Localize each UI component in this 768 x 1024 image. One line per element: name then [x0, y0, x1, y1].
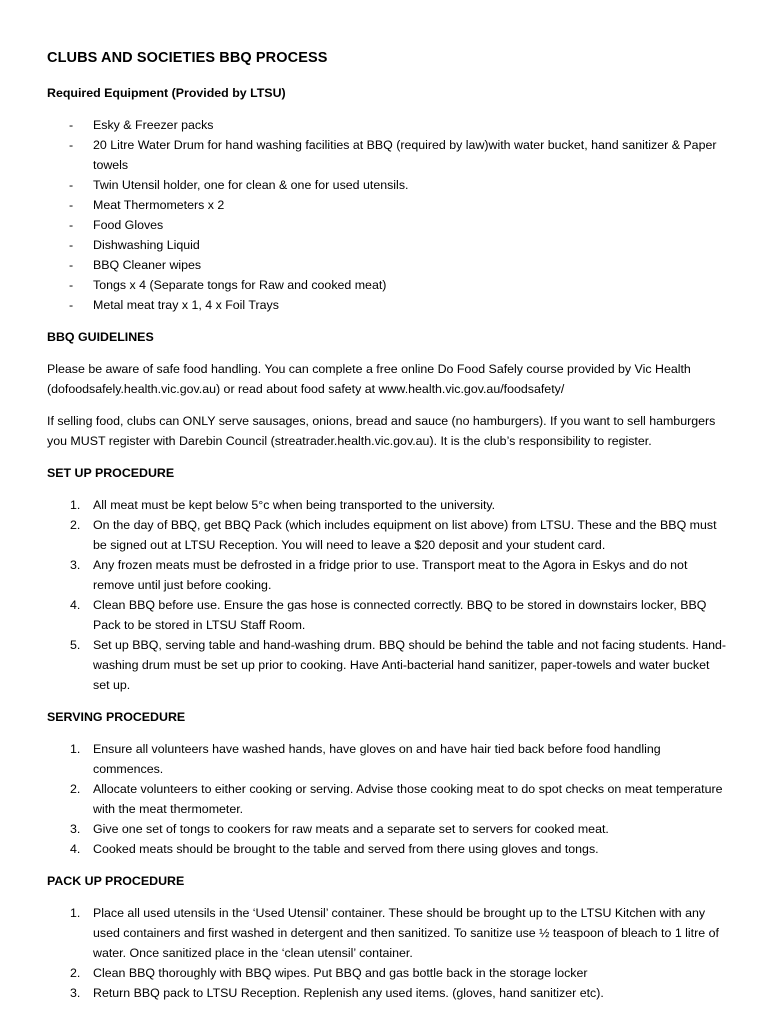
- step-number: 2.: [70, 782, 81, 796]
- dash-bullet: -: [69, 178, 74, 192]
- equipment-item-text: Meat Thermometers x 2: [93, 198, 225, 212]
- guidelines-paragraph: If selling food, clubs can ONLY serve sausages, onions, bread and sauce (no hamburgers). If you want to sell hamburgers you MUST register with Darebin Council (streatrader.health.vic.gov.au). It is the club’s responsibility to register.: [47, 414, 716, 448]
- packup-step: [47, 983, 727, 1003]
- step-text: Clean BBQ before use. Ensure the gas hose is connected correctly. BBQ to be stored in downstairs locker, BBQ Pack to be stored in LTSU Staff Room.: [93, 598, 707, 632]
- setup-list: [47, 495, 727, 695]
- equipment-item: [47, 115, 727, 135]
- equipment-heading: Required Equipment (Provided by LTSU): [47, 86, 286, 100]
- dash-bullet: -: [69, 198, 74, 212]
- equipment-item-text: Food Gloves: [93, 218, 164, 232]
- step-text: Return BBQ pack to LTSU Reception. Replenish any used items. (gloves, hand sanitizer etc).: [93, 986, 604, 1000]
- serving-step: [47, 819, 727, 839]
- setup-step: [47, 595, 727, 635]
- packup-step: [47, 903, 727, 963]
- equipment-list: [47, 115, 727, 315]
- equipment-item-text: BBQ Cleaner wipes: [93, 258, 202, 272]
- setup-heading: SET UP PROCEDURE: [47, 466, 175, 480]
- dash-bullet: -: [69, 118, 74, 132]
- setup-step: [47, 635, 727, 695]
- step-text: Allocate volunteers to either cooking or serving. Advise those cooking meat to do spot checks on meat temperature with the meat thermometer.: [93, 782, 723, 816]
- packup-step: [47, 963, 727, 983]
- equipment-item: [47, 215, 727, 235]
- dash-bullet: -: [69, 298, 74, 312]
- step-text: Cooked meats should be brought to the table and served from there using gloves and tongs.: [93, 842, 599, 856]
- dash-bullet: -: [69, 258, 74, 272]
- equipment-item: [47, 235, 727, 255]
- step-number: 3.: [70, 986, 81, 1000]
- packup-list: [47, 903, 727, 1003]
- step-number: 1.: [70, 742, 81, 756]
- step-number: 1.: [70, 906, 81, 920]
- packup-heading: PACK UP PROCEDURE: [47, 874, 185, 888]
- equipment-item: [47, 135, 727, 175]
- setup-step: [47, 515, 727, 555]
- step-number: 1.: [70, 498, 81, 512]
- guidelines-paragraph: Please be aware of safe food handling. You can complete a free online Do Food Safely course provided by Vic Health (dofoodsafely.health.vic.gov.au) or read about food safety at www.health.vic.gov.au/foodsafety/: [47, 362, 691, 396]
- step-text: On the day of BBQ, get BBQ Pack (which includes equipment on list above) from LTSU. These and the BBQ must be signed out at LTSU Reception. You will need to leave a $20 deposit and your student card.: [93, 518, 717, 552]
- step-number: 2.: [70, 518, 81, 532]
- dash-bullet: -: [69, 218, 74, 232]
- dash-bullet: -: [69, 238, 74, 252]
- serving-step: [47, 779, 727, 819]
- dash-bullet: -: [69, 138, 74, 152]
- step-text: All meat must be kept below 5°c when being transported to the university.: [93, 498, 496, 512]
- guidelines-heading: BBQ GUIDELINES: [47, 330, 154, 344]
- equipment-item-text: Esky & Freezer packs: [93, 118, 214, 132]
- step-text: Give one set of tongs to cookers for raw meats and a separate set to servers for cooked meat.: [93, 822, 609, 836]
- equipment-item: [47, 175, 727, 195]
- serving-list: [47, 739, 727, 859]
- setup-step: [47, 495, 727, 515]
- equipment-item: [47, 195, 727, 215]
- document-title: CLUBS AND SOCIETIES BBQ PROCESS: [47, 50, 328, 66]
- setup-step: [47, 555, 727, 595]
- step-number: 3.: [70, 558, 81, 572]
- equipment-item-text: Twin Utensil holder, one for clean & one for used utensils.: [93, 178, 409, 192]
- serving-step: [47, 739, 727, 779]
- equipment-item: [47, 255, 727, 275]
- step-text: Set up BBQ, serving table and hand-washing drum. BBQ should be behind the table and not facing students. Hand-washing drum must be set up prior to cooking. Have Anti-bacterial hand sanitizer, paper-towels and water bucket set up.: [93, 638, 727, 692]
- step-number: 5.: [70, 638, 81, 652]
- equipment-item-text: Dishwashing Liquid: [93, 238, 200, 252]
- dash-bullet: -: [69, 278, 74, 292]
- serving-step: [47, 839, 727, 859]
- serving-heading: SERVING PROCEDURE: [47, 710, 186, 724]
- document-page: [47, 47, 727, 1015]
- step-text: Ensure all volunteers have washed hands, have gloves on and have hair tied back before food handling commences.: [93, 742, 661, 776]
- step-number: 4.: [70, 842, 81, 856]
- equipment-item-text: 20 Litre Water Drum for hand washing facilities at BBQ (required by law)with water bucket, hand sanitizer & Paper towels: [93, 138, 717, 172]
- step-text: Any frozen meats must be defrosted in a fridge prior to use. Transport meat to the Agora in Eskys and do not remove until just before cooking.: [93, 558, 688, 592]
- step-number: 3.: [70, 822, 81, 836]
- equipment-item: [47, 295, 727, 315]
- step-text: Clean BBQ thoroughly with BBQ wipes. Put BBQ and gas bottle back in the storage locker: [93, 966, 588, 980]
- step-number: 2.: [70, 966, 81, 980]
- equipment-item-text: Tongs x 4 (Separate tongs for Raw and cooked meat): [93, 278, 387, 292]
- equipment-item-text: Metal meat tray x 1, 4 x Foil Trays: [93, 298, 279, 312]
- step-number: 4.: [70, 598, 81, 612]
- step-text: Place all used utensils in the ‘Used Utensil’ container. These should be brought up to the LTSU Kitchen with any used containers and first washed in detergent and then sanitized. To sanitize use ½ teaspoon of bleach to 1 litre of water. Once sanitized place in the ‘clean utensil’ container.: [93, 906, 719, 960]
- equipment-item: [47, 275, 727, 295]
